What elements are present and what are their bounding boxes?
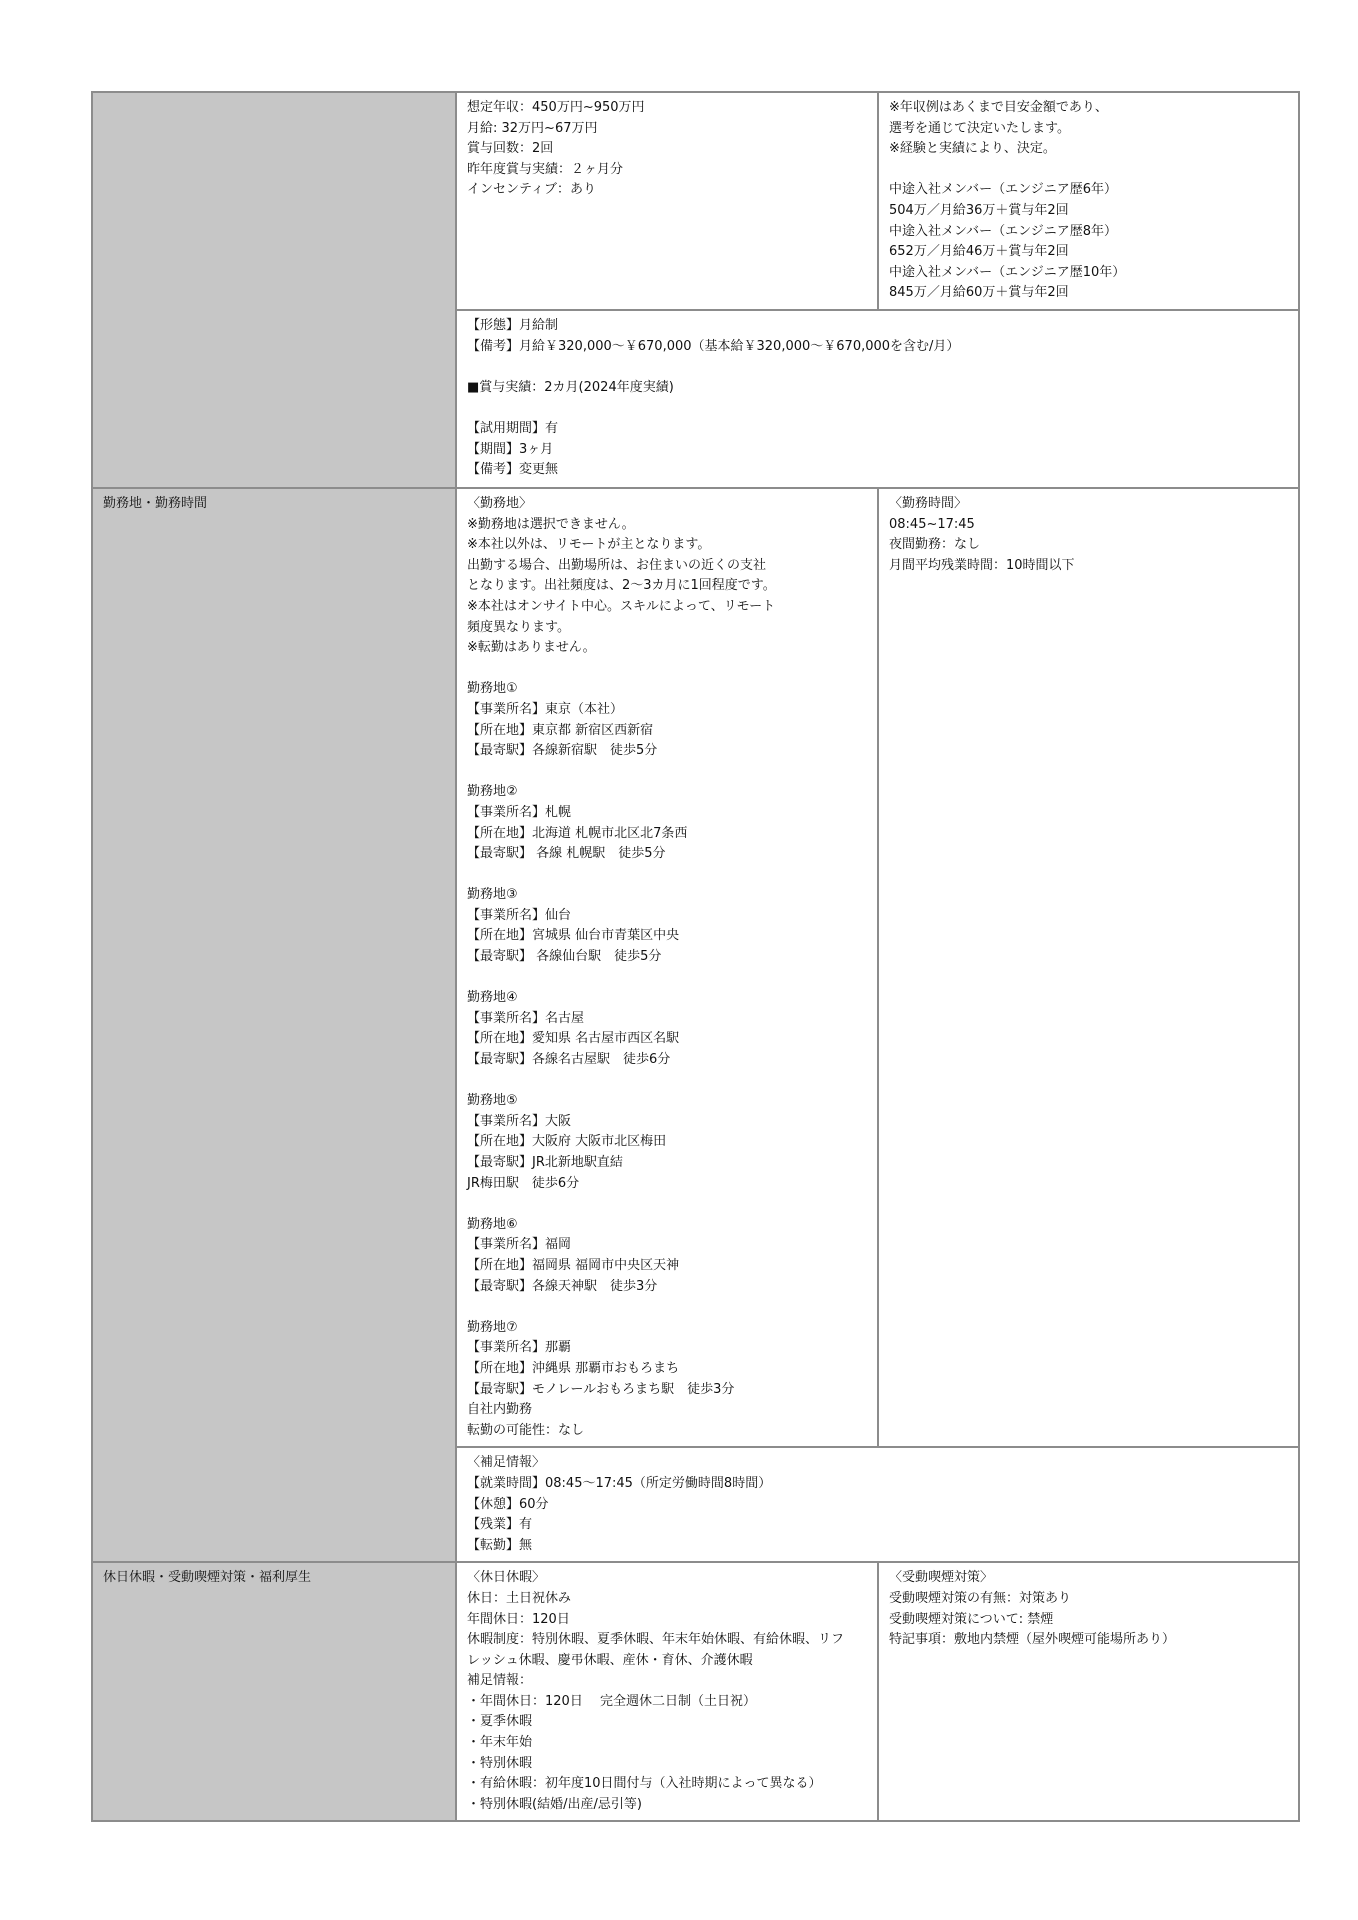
text-line (467, 357, 1288, 378)
work-hours-cell (878, 488, 1299, 1447)
salary-summary-lines (467, 98, 867, 201)
salary-examples-cell (878, 92, 1299, 310)
text-line: 出勤する場合、出勤場所は、お住まいの近くの支社 (467, 557, 767, 573)
text-line: ・年間休日：120日 完全週休二日制（土日祝） (467, 1693, 756, 1709)
text-line: となります。出社頻度は、2～3カ月に1回程度です。 (467, 578, 776, 594)
supplementary-info-lines (467, 1453, 1288, 1556)
row-header-holiday (92, 1562, 456, 1821)
text-line: 【事業所名】福岡 (467, 1237, 572, 1253)
text-line: 勤務地① (467, 681, 518, 697)
text-line (467, 865, 867, 886)
text-line: 自社内勤務 (467, 1402, 533, 1418)
text-line (467, 968, 867, 989)
holidays-lines (467, 1568, 867, 1815)
text-line: 休日：土日祝休み (467, 1590, 572, 1606)
text-line: ・有給休暇：初年度10日間付与（入社時期によって異なる） (467, 1776, 822, 1792)
salary-detail-lines (467, 316, 1288, 481)
text-line: 【事業所名】那覇 (467, 1340, 572, 1356)
text-line: 【最寄駅】各線新宿駅 徒歩5分 (467, 743, 658, 759)
holiday-row (92, 1562, 1299, 1821)
text-line: 賞与回数：2回 (467, 141, 554, 157)
text-line: ※本社はオンサイト中心。スキルによって、リモート (467, 598, 776, 614)
text-line: 転勤の可能性：なし (467, 1422, 585, 1438)
text-line: 【備考】月給￥320,000～￥670,000（基本給￥320,000～￥670,000を含む/月） (467, 338, 960, 354)
text-line: 勤務地⑤ (467, 1093, 518, 1109)
text-line (467, 398, 1288, 419)
location-row (92, 488, 1299, 1447)
text-line: 【事業所名】仙台 (467, 907, 572, 923)
text-line: 504万／月給36万＋賞与年2回 (889, 202, 1069, 218)
text-line: ・特別休暇 (467, 1755, 533, 1771)
text-line: ・夏季休暇 (467, 1714, 533, 1730)
row-header-location (92, 488, 456, 1562)
text-line: 受動喫煙対策の有無：対策あり (889, 1590, 1072, 1606)
row-header-salary (92, 92, 456, 488)
text-line: 中途入社メンバー（エンジニア歴10年） (889, 264, 1126, 280)
text-line: 【事業所名】大阪 (467, 1113, 572, 1129)
holidays-cell (456, 1562, 878, 1821)
text-line: 頻度異なります。 (467, 619, 570, 635)
smoking-policy-cell (878, 1562, 1299, 1821)
text-line: 【最寄駅】JR北新地駅直結 (467, 1155, 623, 1170)
text-line: 【所在地】東京都 新宿区西新宿 (467, 722, 654, 738)
text-line (467, 659, 867, 680)
text-line: 【備考】変更無 (467, 462, 559, 478)
text-line: ・年末年始 (467, 1735, 533, 1751)
text-line: 【最寄駅】各線名古屋駅 徒歩6分 (467, 1052, 671, 1068)
text-line (467, 1194, 867, 1215)
text-line: 【最寄駅】モノレールおもろまち駅 徒歩3分 (467, 1381, 735, 1397)
text-line: 【最寄駅】 各線 札幌駅 徒歩5分 (467, 846, 666, 862)
text-line: 中途入社メンバー（エンジニア歴6年） (889, 182, 1118, 198)
text-line: 夜間勤務：なし (889, 537, 981, 553)
job-details-table (91, 91, 1300, 1822)
text-line: 【所在地】沖縄県 那覇市おもろまち (467, 1360, 680, 1376)
text-line: 【期間】3ヶ月 (467, 441, 554, 457)
text-line: 【所在地】愛知県 名古屋市西区名駅 (467, 1031, 680, 1047)
row-header-label: 勤務地・勤務時間 (103, 496, 208, 511)
text-line: 【休憩】60分 (467, 1496, 549, 1512)
text-line: 想定年収：450万円~950万円 (467, 100, 645, 115)
salary-examples-lines (889, 98, 1288, 304)
text-line: 08:45~17:45 (889, 516, 975, 532)
text-line: 【残業】有 (467, 1517, 533, 1533)
text-line (467, 1071, 867, 1092)
text-line: 中途入社メンバー（エンジニア歴8年） (889, 223, 1118, 239)
text-line: 【事業所名】東京（本社） (467, 701, 624, 717)
text-line: 【形態】月給制 (467, 318, 559, 333)
text-line: 月間平均残業時間：10時間以下 (889, 557, 1075, 573)
text-line: 勤務地② (467, 784, 518, 800)
text-line (467, 762, 867, 783)
text-line: 【所在地】福岡県 福岡市中央区天神 (467, 1257, 680, 1273)
text-line: 〈勤務時間〉 (889, 496, 968, 511)
text-line: ■賞与実績：2カ月(2024年度実績) (467, 379, 674, 395)
text-line: 【所在地】宮城県 仙台市青葉区中央 (467, 928, 680, 944)
text-line: 〈勤務地〉 (467, 496, 533, 511)
text-line: 月給: 32万円~67万円 (467, 120, 598, 136)
text-line: 年間休日：120日 (467, 1611, 570, 1627)
row-header-label: 休日休暇・受動喫煙対策・福利厚生 (103, 1570, 312, 1586)
text-line: 【最寄駅】 各線仙台駅 徒歩5分 (467, 949, 662, 965)
text-line: 【就業時間】08:45～17:45（所定労働時間8時間） (467, 1475, 772, 1491)
text-line (889, 160, 1288, 181)
text-line: 勤務地③ (467, 887, 518, 903)
salary-detail-cell (456, 310, 1299, 488)
text-line: 勤務地⑦ (467, 1319, 518, 1335)
text-line: 【所在地】北海道 札幌市北区北7条西 (467, 825, 688, 841)
text-line: 845万／月給60万＋賞与年2回 (889, 285, 1069, 301)
text-line: ※勤務地は選択できません。 (467, 516, 635, 532)
text-line: レッシュ休暇、慶弔休暇、産休・育休、介護休暇 (467, 1652, 753, 1668)
text-line: 【転勤】無 (467, 1537, 533, 1553)
salary-summary-cell (456, 92, 878, 310)
work-location-cell (456, 488, 878, 1447)
smoking-policy-lines (889, 1568, 1288, 1650)
work-hours-lines (889, 494, 1288, 576)
supplementary-info-cell (456, 1447, 1299, 1562)
text-line: ※本社以外は、リモートが主となります。 (467, 537, 711, 553)
text-line: 〈補足情報〉 (467, 1455, 546, 1471)
text-line: 勤務地⑥ (467, 1216, 518, 1232)
text-line: インセンティブ：あり (467, 182, 596, 198)
text-line: 受動喫煙対策について: 禁煙 (889, 1611, 1054, 1627)
text-line: 【事業所名】名古屋 (467, 1010, 585, 1026)
text-line: 補足情報： (467, 1673, 533, 1689)
salary-row (92, 92, 1299, 310)
text-line: JR梅田駅 徒歩6分 (467, 1175, 580, 1191)
text-line: 〈休日休暇〉 (467, 1570, 546, 1586)
text-line (467, 1297, 867, 1318)
text-line: 【所在地】大阪府 大阪市北区梅田 (467, 1134, 667, 1150)
text-line: 【最寄駅】各線天神駅 徒歩3分 (467, 1278, 658, 1294)
work-location-lines (467, 494, 867, 1441)
text-line: ※転勤はありません。 (467, 640, 596, 656)
text-line: 特記事項：敷地内禁煙（屋外喫煙可能場所あり） (889, 1632, 1176, 1648)
text-line: 〈受動喫煙対策〉 (889, 1570, 994, 1586)
text-line: ・特別休暇(結婚/出産/忌引等) (467, 1796, 642, 1812)
text-line: 選考を通じて決定いたします。 (889, 120, 1070, 136)
text-line: ※年収例はあくまで目安金額であり、 (889, 100, 1108, 115)
text-line: 勤務地④ (467, 990, 518, 1006)
text-line: ※経験と実績により、決定。 (889, 141, 1056, 157)
text-line: 昨年度賞与実績：２ヶ月分 (467, 161, 624, 177)
text-line: 【事業所名】札幌 (467, 804, 572, 820)
text-line: 652万／月給46万＋賞与年2回 (889, 244, 1069, 260)
text-line: 【試用期間】有 (467, 420, 559, 436)
text-line: 休暇制度：特別休暇、夏季休暇、年末年始休暇、有給休暇、リフ (467, 1632, 845, 1648)
